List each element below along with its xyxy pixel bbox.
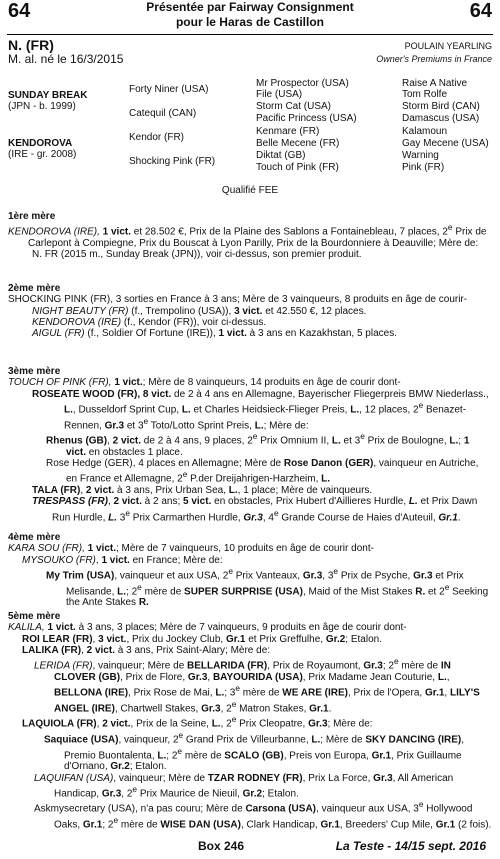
lot-number-left: 64	[8, 0, 31, 22]
lot-number-right: 64	[469, 0, 492, 22]
dam-record: KENDOROVA (IRE), 1 vict. et 28.502 €, Prix de la Plaine des Sablons a Fontainebleau, 7 places, 2e Prix de Carlepont à Compiegne, Prix du Bouscat à Lyon Parilly, Prix de la Bourdonniere à Deauville; Mère de:	[8, 222, 487, 249]
qualification: Qualifié FEE	[221, 185, 279, 196]
section-2eme-mere	[8, 283, 492, 339]
owner-premiums: Owner's Premiums in France	[376, 54, 492, 64]
ancestor: Kenmare (FR)	[256, 126, 320, 137]
progeny-entry: LAQUIOLA (FR), 2 vict., Prix de la Seine, L., 2e Prix Cleopatre, Gr.3; Mère de:	[22, 714, 373, 730]
ancestor: Warning	[402, 150, 439, 161]
progeny-entry: MYSOUKO (FR), 1 vict. en France; Mère de:	[22, 554, 223, 566]
progeny-entry: LALIKA (FR), 2 vict. à 3 ans, Prix Saint-Alary; Mère de:	[22, 644, 271, 656]
progeny-entry: NIGHT BEAUTY (FR) (f., Trempolino (USA)), 3 vict. et 42.550 €, 12 places.	[32, 305, 367, 317]
horse-description: M. al. né le 16/3/2015	[8, 52, 124, 66]
progeny-entry: Saquiace (USA), vainqueur, 2e Grand Prix de Villeurbanne, L.; Mère de SKY DANCING (IRE), Premio Buontalenta, L.; 2e mère de SCALO (GB), Preis von Europa, Gr.1, Prix Guillaume d'Ornano, Gr.2; Etalon.	[44, 729, 465, 773]
ancestor: Raise A Native	[402, 78, 468, 89]
section-heading: 1ère mère	[8, 211, 56, 222]
dam-record: TOUCH OF PINK (FR), 1 vict.; Mère de 8 vainqueurs, 14 produits en âge de courir dont-	[8, 377, 401, 389]
ancestor: Pacific Princess (USA)	[256, 113, 357, 124]
consignment-title: Présentée par Fairway Consignment pour le Haras de Castillon	[146, 0, 354, 29]
section-3eme-mere	[8, 366, 492, 523]
progeny-entry: LERIDA (FR), vainqueur; Mère de BELLARIDA (FR), Prix de Royaumont, Gr.3; 2e mère de IN CLOVER (GB), Prix de Flore, Gr.3, BAYOURIDA (USA), Prix Madame Jean Couturie, L., BELLONA (IRE), Prix Rose de Mai, L.; 3e mère de WE ARE (IRE), Prix de l'Opera, Gr.1, LILY'S ANGEL (IRE), Chartwell Stakes, Gr.3, 2e Matron Stakes, Gr.1.	[34, 656, 480, 715]
progeny-entry: My Trim (USA), vainqueur et aux USA, 2e Prix Vanteaux, Gr.3, 3e Prix de Psyche, Gr.3 et Prix Melisande, L.; 2e mère de SUPER SURPRISE (USA), Maid of the Mist Stakes R. et 2e Seeking the Ante Stakes R.	[46, 565, 489, 609]
progeny-entry: Rhenus (GB), 2 vict. de 2 à 4 ans, 9 places, 2e Prix Omnium II, L. et 3e Prix de Boulogne, L.; 1 vict. en obstacles 1 place.	[46, 431, 470, 458]
sale-info: La Teste - 14/15 sept. 2016	[335, 839, 486, 853]
ancestor: Damascus (USA)	[402, 113, 480, 124]
horse-name: N. (FR)	[8, 37, 54, 53]
sire-info: (JPN - b. 1999)	[8, 101, 76, 112]
progeny-entry: LAQUIFAN (USA), vainqueur; Mère de TZAR RODNEY (FR), Prix La Force, Gr.3, All American Handicap, Gr.3, 2e Prix Maurice de Nieuil, Gr.2; Etalon.	[34, 772, 454, 800]
header-divider	[7, 34, 493, 35]
progeny-entry: N. FR (2015 m., Sunday Break (JPN)), voir ci-dessus, son premier produit.	[32, 249, 362, 261]
sire-name: SUNDAY BREAK	[8, 90, 88, 101]
dam-info: (IRE - gr. 2008)	[8, 149, 77, 160]
ancestor: Shocking Pink (FR)	[129, 156, 216, 167]
progeny-entry: Rose Hedge (GER), 4 places en Allemagne; Mère de Rose Danon (GER), vainqueur en Autriche, en France et Allemagne, 2e P.der Dreijahrigen-Harzheim, L.	[46, 458, 479, 485]
dam-record: KALILA, 1 vict. à 3 ans, 3 places; Mère de 7 vainqueurs, 9 produits en âge de courir dont-	[8, 622, 407, 634]
section-heading: 5ème mère	[8, 611, 61, 622]
section-5eme-mere	[8, 611, 492, 831]
ancestor: Catequil (CAN)	[129, 108, 197, 119]
ancestor: Touch of Pink (FR)	[256, 162, 339, 173]
section-4eme-mere	[8, 532, 492, 608]
progeny-entry: TALA (FR), 2 vict. à 3 ans, Prix Urban Sea, L., 1 place; Mère de vainqueurs.	[32, 484, 373, 496]
dam-record: KARA SOU (FR), 1 vict.; Mère de 7 vainqueurs, 10 produits en âge de courir dont-	[8, 543, 374, 555]
ancestor: Belle Mecene (FR)	[256, 138, 340, 149]
ancestor: Storm Bird (CAN)	[402, 101, 480, 112]
section-heading: 2ème mère	[8, 283, 61, 294]
ancestor: Diktat (GB)	[256, 150, 306, 161]
horse-type: POULAIN YEARLING	[404, 41, 492, 51]
ancestor: Gay Mecene (USA)	[402, 138, 489, 149]
ancestor: Mr Prospector (USA)	[256, 78, 349, 89]
ancestor: File (USA)	[256, 89, 303, 100]
ancestor: Kendor (FR)	[129, 132, 185, 143]
dam-name: KENDOROVA	[8, 138, 73, 149]
ancestor: Forty Niner (USA)	[129, 84, 209, 95]
ancestor: Tom Rolfe	[402, 89, 448, 100]
progeny-entry: KENDOROVA (IRE) (f., Kendor (FR)), voir ci-dessus.	[32, 316, 267, 328]
progeny-entry: Askmysecretary (USA), n'a pas couru; Mère de Carsona (USA), vainqueur aux USA, 3e Hollywood Oaks, Gr.1; 2e mère de WISE DAN (USA), Clark Handicap, Gr.1, Breeders' Cup Mile, Gr.1 (2 fois).	[34, 799, 492, 831]
section-heading: 3ème mère	[8, 366, 61, 377]
box-number: Box 246	[198, 839, 245, 853]
ancestor: Pink (FR)	[402, 162, 445, 173]
ancestor: Storm Cat (USA)	[256, 101, 332, 112]
progeny-entry: ROSEATE WOOD (FR), 8 vict. de 2 à 4 ans en Allemagne, Bayerischer Fliegerpreis BMW Niederlass., L., Dusseldorf Sprint Cup, L. et Charles Heidsieck-Flieger Preis, L., 12 places, 2e Benazet-Rennen, Gr.3 et 3e Toto/Lotto Sprint Preis, L.; Mère de:	[32, 388, 489, 431]
dam-record: SHOCKING PINK (FR), 3 sorties en France à 3 ans; Mère de 3 vainqueurs, 8 produits en âge de courir-	[8, 294, 468, 306]
section-heading: 4ème mère	[8, 532, 61, 543]
section-1ere-mere	[8, 211, 492, 261]
progeny-entry: ROI LEAR (FR), 3 vict., Prix du Jockey Club, Gr.1 et Prix Greffulhe, Gr.2; Etalon.	[22, 633, 382, 645]
progeny-entry: AIGUL (FR) (f., Soldier Of Fortune (IRE)), 1 vict. à 3 ans en Kazakhstan, 5 places.	[32, 328, 397, 340]
ancestor: Kalamoun	[402, 126, 448, 137]
progeny-entry: TRESPASS (FR), 2 vict. à 2 ans; 5 vict. en obstacles, Prix Hubert d'Aillieres Hurdle, L. et Prix Dawn Run Hurdle, L. 3e Prix Carmarthen Hurdle, Gr.3, 4e Grande Course de Haies d'Auteuil, Gr.1.	[32, 496, 478, 523]
